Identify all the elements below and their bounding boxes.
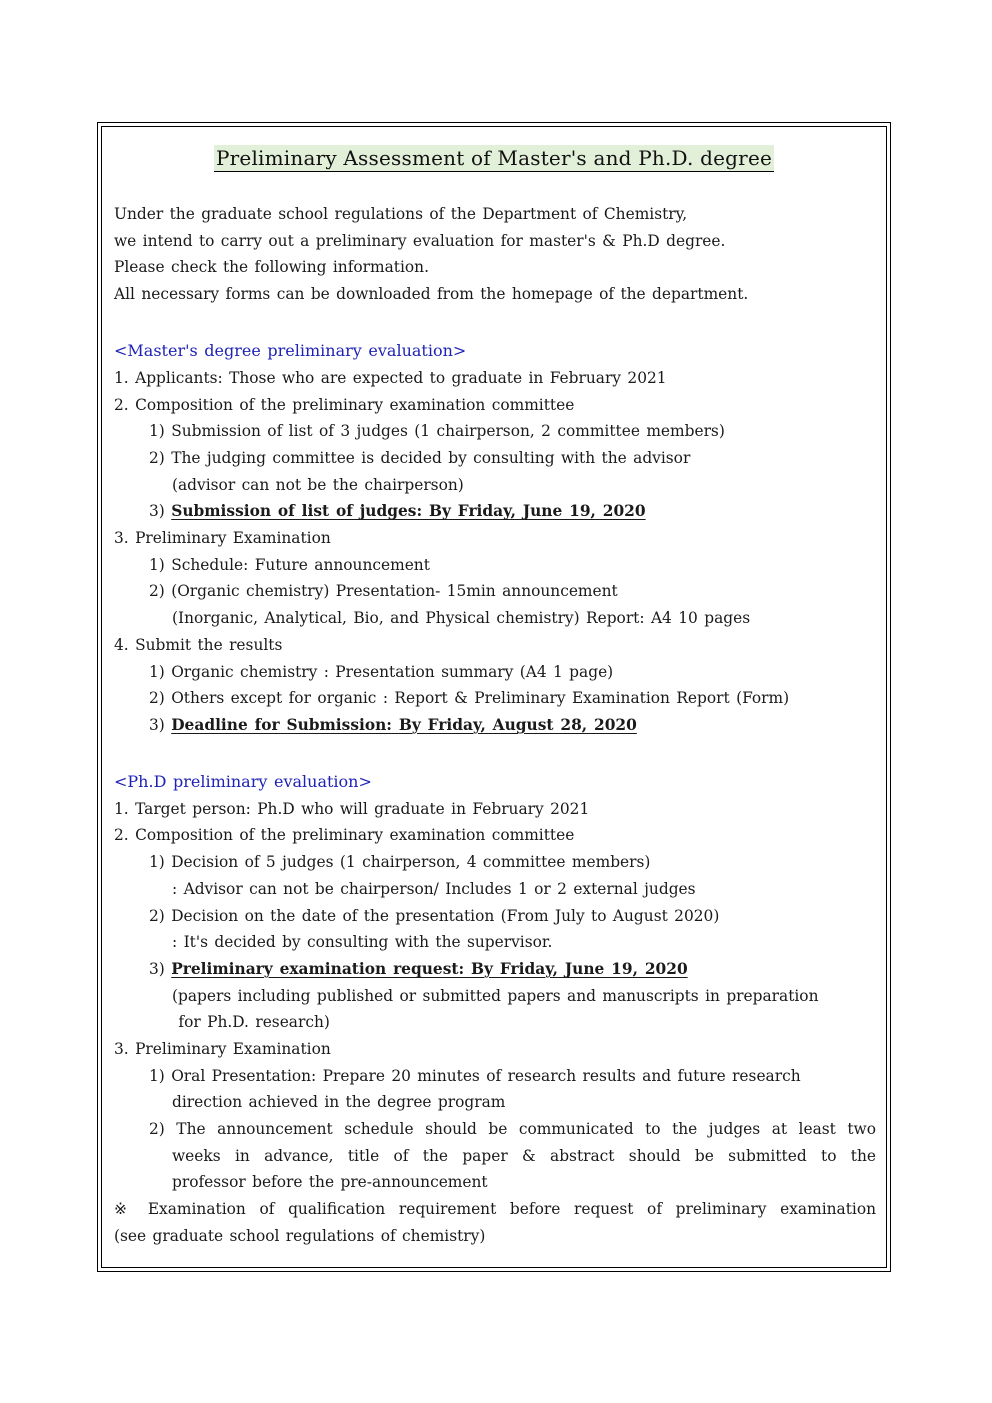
masters-section [114,338,876,738]
intro-paragraph [114,201,876,308]
phd-item: 2. Composition of the preliminary examination committee [114,826,575,845]
intro-line: Under the graduate school regulations of the Department of Chemistry, [114,205,688,223]
phd-subitem-continuation: : Advisor can not be chairperson/ Includes 1 or 2 external judges [172,879,696,898]
intro-line: we intend to carry out a preliminary evaluation for master's & Ph.D degree. [114,231,726,250]
note-line: ※ Examination of qualification requirement before request of preliminary examination [114,1200,876,1219]
phd-item: 1. Target person: Ph.D who will graduate in February 2021 [114,799,590,818]
phd-subitem-continuation: weeks in advance, title of the paper & abstract should be submitted to the [172,1146,876,1165]
phd-subitem-continuation: direction achieved in the degree program [172,1093,506,1112]
masters-subitem: 2) Others except for organic : Report & Preliminary Examination Report (Form) [149,689,790,708]
masters-subitem-deadline [114,498,876,525]
phd-subitem: 2) The announcement schedule should be communicated to the judges at least two [149,1120,876,1138]
phd-subitem-continuation: professor before the pre-announcement [172,1173,488,1192]
masters-subitem: 1) Schedule: Future announcement [149,555,430,574]
phd-subitem-continuation: for Ph.D. research) [172,1013,330,1032]
masters-heading: <Master's degree preliminary evaluation> [114,341,467,361]
phd-subitem: 1) Oral Presentation: Prepare 20 minutes of research results and future research [149,1066,801,1085]
exam-request-deadline: Preliminary examination request: By Friday, June 19, 2020 [171,959,688,978]
masters-subitem-continuation: (advisor can not be the chairperson) [172,475,464,494]
phd-item: 3. Preliminary Examination [114,1039,331,1058]
title-container [98,145,890,172]
masters-subitem: 1) Submission of list of 3 judges (1 chairperson, 2 committee members) [149,422,725,441]
intro-line: All necessary forms can be downloaded from the homepage of the department. [114,285,749,304]
masters-item: 1. Applicants: Those who are expected to graduate in February 2021 [114,368,667,387]
masters-subitem: 2) The judging committee is decided by consulting with the advisor [149,449,691,467]
note-line: (see graduate school regulations of chemistry) [114,1226,486,1245]
list-number: 3) [149,715,172,734]
masters-subitem-deadline [114,712,876,739]
masters-subitem-continuation: (Inorganic, Analytical, Bio, and Physical chemistry) Report: A4 10 pages [172,609,751,628]
intro-line: Please check the following information. [114,258,429,277]
submission-deadline: Deadline for Submission: By Friday, August 28, 2020 [171,715,637,734]
qualification-note [114,1196,876,1249]
masters-subitem: 2) (Organic chemistry) Presentation- 15min announcement [149,582,618,601]
document-body [114,201,876,1249]
phd-heading: <Ph.D preliminary evaluation> [114,772,372,792]
masters-item: 3. Preliminary Examination [114,529,331,548]
phd-subitem: 2) Decision on the date of the presentation (From July to August 2020) [149,906,720,925]
phd-subitem-continuation: : It's decided by consulting with the supervisor. [172,933,553,952]
list-number: 3) [149,959,172,978]
masters-item: 2. Composition of the preliminary examination committee [114,395,575,414]
document-frame [97,122,891,1272]
masters-subitem: 1) Organic chemistry : Presentation summary (A4 1 page) [149,662,614,681]
document-title: Preliminary Assessment of Master's and Ph.D. degree [215,146,773,170]
phd-section [114,769,876,1196]
judges-deadline: Submission of list of judges: By Friday, June 19, 2020 [171,502,646,521]
phd-subitem-deadline [114,956,876,983]
list-number: 3) [149,502,172,521]
masters-item: 4. Submit the results [114,635,283,654]
phd-subitem: 1) Decision of 5 judges (1 chairperson, 4 committee members) [149,853,651,872]
phd-subitem-continuation: (papers including published or submitted papers and manuscripts in preparation [172,986,819,1005]
